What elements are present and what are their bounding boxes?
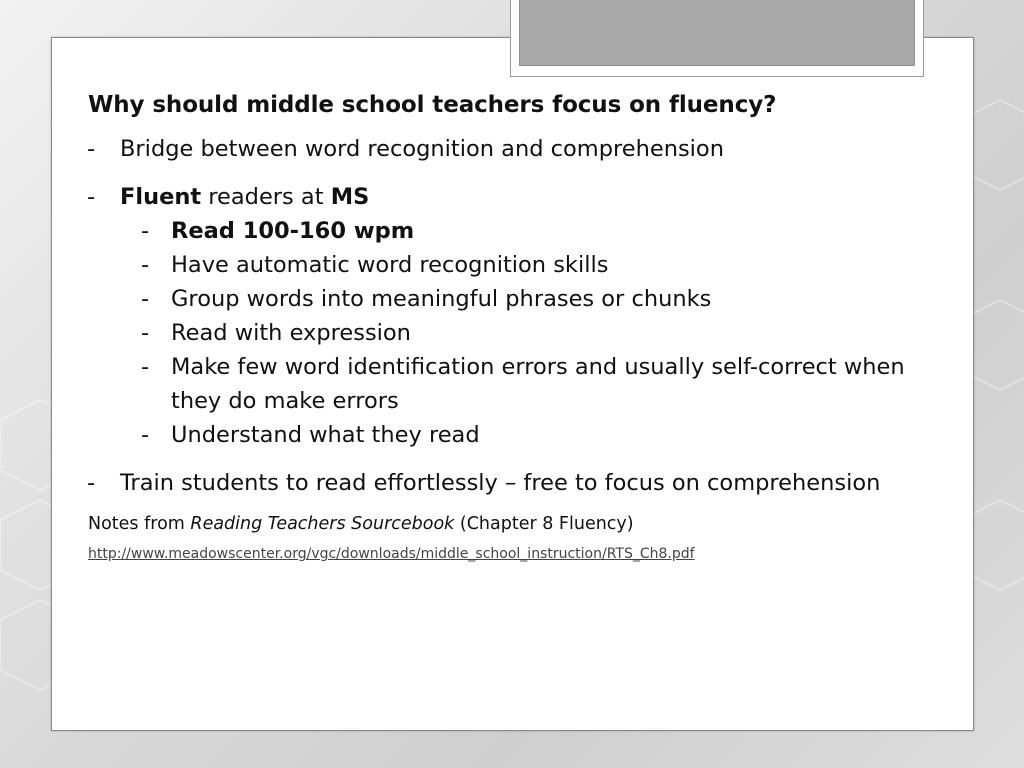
sub-bullet-text: Have automatic word recognition skills bbox=[171, 252, 609, 278]
notes-suffix: (Chapter 8 Fluency) bbox=[454, 514, 634, 534]
sub-bullet-text: Understand what they read bbox=[171, 422, 480, 448]
bullet-item bbox=[88, 180, 948, 214]
slide-content bbox=[88, 92, 948, 562]
notes-prefix: Notes from bbox=[88, 514, 191, 534]
slide-heading: Why should middle school teachers focus on fluency? bbox=[88, 92, 777, 118]
sub-bullet-item bbox=[88, 248, 948, 282]
bullet-dash: - bbox=[141, 218, 150, 244]
bullet-dash: - bbox=[87, 184, 96, 210]
bullet-dash: - bbox=[141, 320, 150, 346]
bullet-text: Train students to read effortlessly – free to focus on comprehension bbox=[120, 470, 881, 496]
title-placeholder-frame bbox=[510, 0, 924, 77]
title-placeholder bbox=[519, 0, 915, 66]
bullet-dash: - bbox=[87, 470, 96, 496]
bullet-text: readers at bbox=[201, 184, 331, 210]
source-link[interactable]: http://www.meadowscenter.org/vgc/downloads/middle_school_instruction/RTS_Ch8.pdf bbox=[88, 546, 695, 562]
sub-bullet-item bbox=[88, 316, 948, 350]
bullet-text: Bridge between word recognition and comprehension bbox=[120, 136, 724, 162]
bullet-dash: - bbox=[141, 354, 150, 380]
source-notes bbox=[88, 514, 948, 534]
sub-bullet-text: Read with expression bbox=[171, 320, 411, 346]
bullet-item bbox=[88, 466, 948, 500]
sub-bullet-item bbox=[88, 418, 948, 452]
bullet-item bbox=[88, 132, 948, 166]
notes-book-title: Reading Teachers Sourcebook bbox=[190, 514, 455, 534]
bullet-dash: - bbox=[87, 136, 96, 162]
bullet-bold-fluent: Fluent bbox=[120, 184, 202, 210]
bullet-bold-ms: MS bbox=[330, 184, 370, 210]
sub-bullet-text: Read 100-160 wpm bbox=[171, 218, 415, 244]
sub-bullet-item bbox=[88, 282, 948, 316]
sub-bullet-item bbox=[88, 214, 948, 248]
sub-bullet-item bbox=[88, 350, 948, 418]
bullet-dash: - bbox=[141, 252, 150, 278]
bullet-dash: - bbox=[141, 422, 150, 448]
sub-bullet-list bbox=[88, 214, 948, 452]
sub-bullet-text: Make few word identification errors and usually self-correct when they do make errors bbox=[171, 354, 905, 414]
bullet-dash: - bbox=[141, 286, 150, 312]
sub-bullet-text: Group words into meaningful phrases or chunks bbox=[171, 286, 712, 312]
